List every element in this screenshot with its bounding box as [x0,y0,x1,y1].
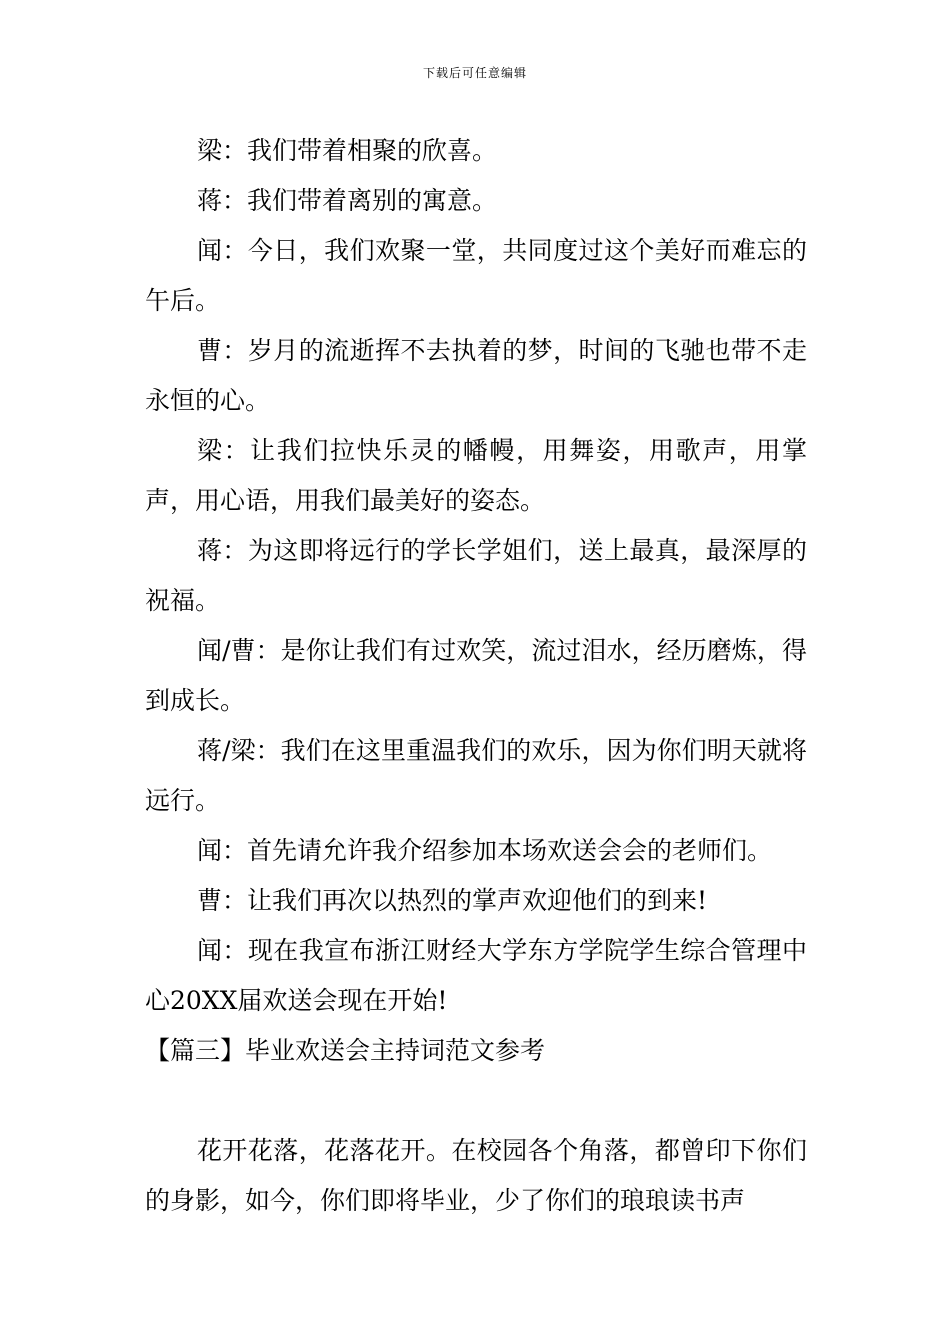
document-body [145,126,807,1226]
page-header: 下载后可任意编辑 [422,66,527,80]
dialogue-line: 梁：让我们拉快乐灵的幡幔，用舞姿，用歌声，用掌声，用心语，用我们最美好的姿态。 [145,436,807,515]
dialogue-line: 蒋：为这即将远行的学长学姐们，送上最真，最深厚的祝福。 [145,536,807,615]
dialogue-line: 梁：我们带着相聚的欣喜。 [197,136,498,165]
body-paragraph: 花开花落，花落花开。在校园各个角落，都曾印下你们的身影，如今，你们即将毕业，少了你们的琅琅读书声 [145,1136,807,1215]
section-heading: 【篇三】毕业欢送会主持词范文参考 [145,1036,546,1065]
dialogue-line: 曹：让我们再次以热烈的掌声欢迎他们的到来! [197,886,708,915]
dialogue-line: 蒋/梁：我们在这里重温我们的欢乐，因为你们明天就将远行。 [145,736,807,815]
dialogue-line: 闻/曹：是你让我们有过欢笑，流过泪水，经历磨炼，得到成长。 [145,636,807,715]
dialogue-line: 蒋：我们带着离别的寓意。 [197,186,498,215]
dialogue-line: 闻：首先请允许我介绍参加本场欢送会会的老师们。 [197,836,773,865]
blank-line [145,1076,807,1126]
dialogue-line: 闻：现在我宣布浙江财经大学东方学院学生综合管理中心20XX届欢送会现在开始! [145,936,807,1015]
dialogue-line: 闻：今日，我们欢聚一堂，共同度过这个美好而难忘的午后。 [145,236,807,315]
dialogue-line: 曹：岁月的流逝挥不去执着的梦，时间的飞驰也带不走永恒的心。 [145,336,807,415]
